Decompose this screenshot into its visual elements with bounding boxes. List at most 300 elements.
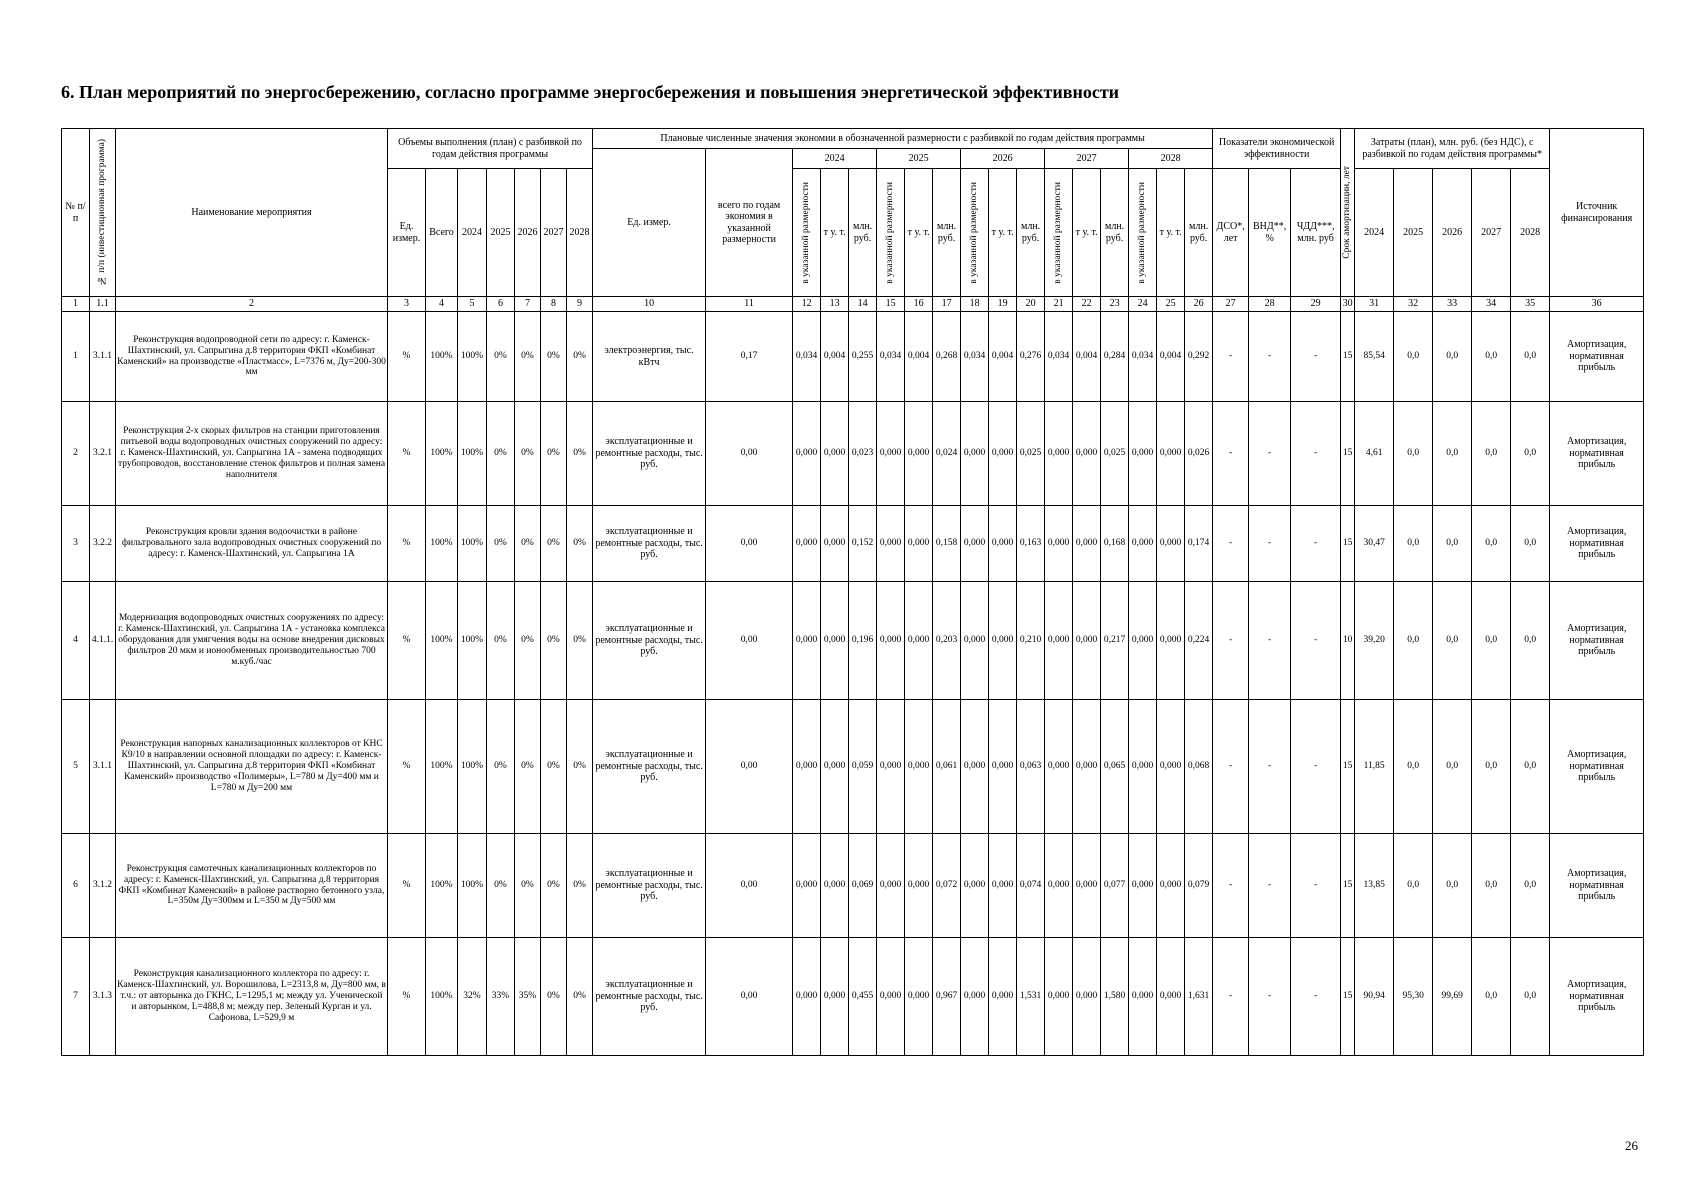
row-dso: - [1213, 834, 1249, 938]
row-savings-value: 0,034 [1129, 312, 1157, 402]
row-savings-value: 0,217 [1101, 582, 1129, 700]
header-cost-year: 2028 [1511, 169, 1550, 297]
column-index: 2 [116, 297, 388, 312]
row-total: 100% [426, 582, 458, 700]
row-unit: % [388, 938, 426, 1056]
row-savings-value: 0,074 [1017, 834, 1045, 938]
row-cost: 0,0 [1394, 700, 1433, 834]
row-cost: 85,54 [1355, 312, 1394, 402]
row-savings-value: 0,025 [1017, 402, 1045, 506]
header-volumes-group: Объемы выполнения (план) с разбивкой по годам действия программы [388, 129, 593, 169]
column-index: 9 [567, 297, 593, 312]
row-code: 3.1.1 [90, 700, 116, 834]
row-savings-value: 0,000 [793, 506, 821, 582]
row-savings-value: 0,004 [821, 312, 849, 402]
column-index: 14 [849, 297, 877, 312]
row-cost: 0,0 [1472, 312, 1511, 402]
row-savings-unit: эксплуатационные и ремонтные расходы, тыс. руб. [593, 834, 706, 938]
row-savings-value: 0,034 [793, 312, 821, 402]
row-savings-value: 0,000 [1157, 938, 1185, 1056]
row-volume: 0% [541, 700, 567, 834]
column-index: 11 [706, 297, 793, 312]
column-index: 24 [1129, 297, 1157, 312]
row-dso: - [1213, 506, 1249, 582]
row-savings-total: 0,00 [706, 402, 793, 506]
row-vnd: - [1249, 938, 1291, 1056]
row-chdd: - [1291, 834, 1341, 938]
row-cost: 30,47 [1355, 506, 1394, 582]
row-savings-value: 0,000 [1045, 700, 1073, 834]
row-savings-total: 0,00 [706, 700, 793, 834]
column-index: 28 [1249, 297, 1291, 312]
row-savings-value: 0,000 [821, 506, 849, 582]
row-cost: 0,0 [1433, 582, 1472, 700]
row-chdd: - [1291, 582, 1341, 700]
row-savings-value: 0,004 [905, 312, 933, 402]
column-index: 16 [905, 297, 933, 312]
column-index: 20 [1017, 297, 1045, 312]
row-vnd: - [1249, 506, 1291, 582]
row-volume: 0% [541, 402, 567, 506]
row-savings-value: 0,210 [1017, 582, 1045, 700]
row-volume: 0% [567, 506, 593, 582]
row-unit: % [388, 506, 426, 582]
row-amort: 15 [1341, 834, 1355, 938]
row-savings-value: 0,000 [821, 938, 849, 1056]
row-savings-value: 0,072 [933, 834, 961, 938]
row-savings-total: 0,17 [706, 312, 793, 402]
row-source: Амортизация, нормативная прибыль [1550, 402, 1644, 506]
page-number: 26 [1625, 1138, 1638, 1153]
column-index: 3 [388, 297, 426, 312]
row-volume: 0% [487, 312, 515, 402]
row-cost: 0,0 [1433, 834, 1472, 938]
row-volume: 0% [515, 402, 541, 506]
row-savings-total: 0,00 [706, 938, 793, 1056]
row-savings-value: 1,631 [1185, 938, 1213, 1056]
row-cost: 0,0 [1433, 506, 1472, 582]
row-savings-value: 0,000 [961, 402, 989, 506]
row-savings-value: 0,000 [1157, 834, 1185, 938]
row-savings-value: 0,026 [1185, 402, 1213, 506]
column-index: 31 [1355, 297, 1394, 312]
row-name: Реконструкция самотечных канализационных коллекторов по адресу: г. Каменск-Шахтинский, ул. Сапрыгина д.8 территория ФКП «Комбинат Каменский» в районе растворно бетонного узла, L=350м Ду=300мм и L=350 м Ду=500 мм [116, 834, 388, 938]
header-savings-year: 2026 [961, 149, 1045, 169]
row-savings-value: 0,224 [1185, 582, 1213, 700]
row-savings-value: 0,034 [961, 312, 989, 402]
table-row [62, 700, 1644, 834]
table-row [62, 312, 1644, 402]
column-index: 15 [877, 297, 905, 312]
row-savings-value: 0,000 [821, 582, 849, 700]
header-sub-mln: млн. руб. [1101, 169, 1129, 297]
row-cost: 0,0 [1511, 834, 1550, 938]
row-savings-value: 0,000 [961, 582, 989, 700]
row-code: 3.2.2 [90, 506, 116, 582]
row-savings-value: 0,000 [1157, 402, 1185, 506]
column-index: 33 [1433, 297, 1472, 312]
row-cost: 0,0 [1472, 402, 1511, 506]
header-cost-year: 2024 [1355, 169, 1394, 297]
row-savings-value: 0,168 [1101, 506, 1129, 582]
row-vnd: - [1249, 582, 1291, 700]
column-index: 8 [541, 297, 567, 312]
row-savings-value: 0,000 [961, 938, 989, 1056]
row-savings-value: 0,203 [933, 582, 961, 700]
row-savings-value: 0,000 [1129, 402, 1157, 506]
row-savings-value: 0,065 [1101, 700, 1129, 834]
header-cost-year: 2025 [1394, 169, 1433, 297]
row-cost: 39,20 [1355, 582, 1394, 700]
row-dso: - [1213, 312, 1249, 402]
column-index: 23 [1101, 297, 1129, 312]
row-name: Модернизация водопроводных очистных сооружениях по адресу: г. Каменск-Шахтинский, ул. Сапрыгина 1А - установка комплекса оборудования для умягчения воды на основе внедрения дисковых фильтров 20 мкм и ионообменных производительностью 700 м.куб./час [116, 582, 388, 700]
row-savings-unit: эксплуатационные и ремонтные расходы, тыс. руб. [593, 938, 706, 1056]
row-volume: 100% [458, 834, 487, 938]
row-savings-value: 0,000 [1129, 938, 1157, 1056]
row-chdd: - [1291, 402, 1341, 506]
row-volume: 0% [567, 938, 593, 1056]
energy-saving-plan-table [61, 128, 1644, 1056]
row-savings-value: 0,000 [1045, 834, 1073, 938]
row-volume: 0% [541, 834, 567, 938]
row-dso: - [1213, 700, 1249, 834]
row-savings-value: 0,000 [793, 834, 821, 938]
header-sub-dimension: в указанной размерности [961, 169, 989, 297]
row-savings-value: 0,152 [849, 506, 877, 582]
row-cost: 0,0 [1433, 402, 1472, 506]
row-unit: % [388, 834, 426, 938]
column-index: 32 [1394, 297, 1433, 312]
row-cost: 0,0 [1511, 506, 1550, 582]
header-sub-mln: млн. руб. [849, 169, 877, 297]
row-savings-value: 0,000 [989, 700, 1017, 834]
row-savings-value: 0,000 [1045, 582, 1073, 700]
row-volume: 0% [541, 506, 567, 582]
row-name: Реконструкция кровли здания водоочистки в районе фильтровального зала водопроводных очистных сооружений по адресу: г. Каменск-Шахтинский, ул. Сапрыгина 1А [116, 506, 388, 582]
row-savings-value: 1,580 [1101, 938, 1129, 1056]
row-name: Реконструкция 2-х скорых фильтров на станции приготовления питьевой воды водопроводных очистных сооружений по адресу: г. Каменск-Шахтинский, ул. Сапрыгина 1А - замена подводящих трубопроводов, восстановление стенок фильтров и полная замена наполнителя [116, 402, 388, 506]
row-savings-value: 0,000 [1073, 582, 1101, 700]
row-savings-value: 0,000 [793, 700, 821, 834]
header-savings-year: 2028 [1129, 149, 1213, 169]
row-savings-value: 0,000 [905, 402, 933, 506]
column-index: 30 [1341, 297, 1355, 312]
row-savings-value: 0,000 [961, 700, 989, 834]
row-source: Амортизация, нормативная прибыль [1550, 938, 1644, 1056]
header-sub-dimension: в указанной размерности [793, 169, 821, 297]
header-total: Всего [426, 169, 458, 297]
row-savings-value: 0,000 [905, 938, 933, 1056]
row-savings-value: 0,000 [905, 582, 933, 700]
header-vol-year: 2025 [487, 169, 515, 297]
row-source: Амортизация, нормативная прибыль [1550, 834, 1644, 938]
row-code: 4.1.1. [90, 582, 116, 700]
row-savings-value: 0,000 [877, 506, 905, 582]
row-volume: 0% [541, 938, 567, 1056]
row-number: 3 [62, 506, 90, 582]
row-volume: 0% [515, 506, 541, 582]
row-code: 3.2.1 [90, 402, 116, 506]
header-vol-year: 2026 [515, 169, 541, 297]
column-index: 7 [515, 297, 541, 312]
column-index: 27 [1213, 297, 1249, 312]
row-name: Реконструкция канализационного коллектора по адресу: г. Каменск-Шахтинский, ул. Ворошилова, L=2313,8 м, Ду=800 мм, в т.ч.: от авторынка до ГКНС, L=1295,1 м; между ул. Ученической и авторынком, L=488,8 м; между пер. Зеленый Курган и ул. Сафонова, L=529,9 м [116, 938, 388, 1056]
row-savings-unit: эксплуатационные и ремонтные расходы, тыс. руб. [593, 506, 706, 582]
row-code: 3.1.1 [90, 312, 116, 402]
row-cost: 0,0 [1511, 582, 1550, 700]
header-cost-year: 2027 [1472, 169, 1511, 297]
row-cost: 0,0 [1511, 312, 1550, 402]
row-volume: 100% [458, 582, 487, 700]
header-np: № п/п [62, 129, 90, 297]
column-index: 26 [1185, 297, 1213, 312]
row-savings-value: 0,000 [905, 506, 933, 582]
row-savings-value: 0,163 [1017, 506, 1045, 582]
row-savings-value: 0,000 [1045, 938, 1073, 1056]
row-cost: 0,0 [1394, 312, 1433, 402]
row-volume: 35% [515, 938, 541, 1056]
row-savings-value: 0,455 [849, 938, 877, 1056]
row-savings-value: 0,000 [1157, 700, 1185, 834]
row-savings-value: 0,000 [961, 506, 989, 582]
row-number: 6 [62, 834, 90, 938]
header-sub-mln: млн. руб. [1017, 169, 1045, 297]
header-unit: Ед. измер. [388, 169, 426, 297]
row-amort: 15 [1341, 402, 1355, 506]
row-cost: 4,61 [1355, 402, 1394, 506]
row-dso: - [1213, 582, 1249, 700]
row-cost: 0,0 [1394, 582, 1433, 700]
column-index: 5 [458, 297, 487, 312]
header-costs-group: Затраты (план), млн. руб. (без НДС), с разбивкой по годам действия программы* [1355, 129, 1550, 169]
row-savings-value: 0,967 [933, 938, 961, 1056]
row-amort: 15 [1341, 938, 1355, 1056]
row-savings-value: 0,000 [1045, 402, 1073, 506]
row-volume: 0% [487, 506, 515, 582]
column-index: 25 [1157, 297, 1185, 312]
row-cost: 13,85 [1355, 834, 1394, 938]
row-savings-value: 0,000 [1073, 834, 1101, 938]
row-volume: 0% [487, 834, 515, 938]
row-cost: 0,0 [1394, 506, 1433, 582]
header-sub-tut: т у. т. [989, 169, 1017, 297]
header-sub-tut: т у. т. [905, 169, 933, 297]
row-savings-value: 0,000 [793, 582, 821, 700]
row-name: Реконструкция напорных канализационных коллекторов от КНС К9/10 в направлении основной площадки по адресу: г. Каменск-Шахтинский, ул. Сапрыгина д.8 территория ФКП «Комбинат Каменский» производство «Полимеры», L=780 м Ду=400 мм и L=780 м Ду=200 мм [116, 700, 388, 834]
header-vol-year: 2024 [458, 169, 487, 297]
row-savings-value: 0,000 [793, 938, 821, 1056]
row-volume: 100% [458, 506, 487, 582]
row-amort: 15 [1341, 700, 1355, 834]
table-row [62, 402, 1644, 506]
row-cost: 0,0 [1511, 700, 1550, 834]
row-number: 4 [62, 582, 90, 700]
column-index: 21 [1045, 297, 1073, 312]
row-total: 100% [426, 700, 458, 834]
row-savings-total: 0,00 [706, 834, 793, 938]
header-sub-dimension: в указанной размерности [1045, 169, 1073, 297]
row-savings-value: 0,068 [1185, 700, 1213, 834]
header-econ-group: Показатели экономической эффективности [1213, 129, 1341, 169]
header-np-invest: № п/п (инвестиционная программа) [90, 129, 116, 297]
row-savings-value: 0,000 [989, 582, 1017, 700]
header-amort: Срок амортизации, лет [1341, 129, 1355, 297]
row-volume: 100% [458, 700, 487, 834]
header-savings-group: Плановые численные значения экономии в обозначенной размерности с разбивкой по годам действия программы [593, 129, 1213, 149]
row-volume: 0% [487, 402, 515, 506]
row-dso: - [1213, 402, 1249, 506]
row-savings-value: 0,077 [1101, 834, 1129, 938]
row-vnd: - [1249, 312, 1291, 402]
row-savings-value: 0,000 [1129, 582, 1157, 700]
header-sub-tut: т у. т. [821, 169, 849, 297]
column-index: 34 [1472, 297, 1511, 312]
row-total: 100% [426, 834, 458, 938]
row-cost: 95,30 [1394, 938, 1433, 1056]
row-cost: 0,0 [1472, 938, 1511, 1056]
table-row [62, 582, 1644, 700]
row-savings-value: 0,061 [933, 700, 961, 834]
header-vol-year: 2028 [567, 169, 593, 297]
row-savings-value: 0,000 [1129, 506, 1157, 582]
row-volume: 0% [567, 312, 593, 402]
row-savings-value: 0,000 [793, 402, 821, 506]
row-savings-value: 0,255 [849, 312, 877, 402]
column-index: 1.1 [90, 297, 116, 312]
row-number: 5 [62, 700, 90, 834]
row-number: 1 [62, 312, 90, 402]
row-cost: 0,0 [1511, 402, 1550, 506]
row-savings-total: 0,00 [706, 582, 793, 700]
row-cost: 0,0 [1472, 506, 1511, 582]
row-savings-value: 0,000 [821, 700, 849, 834]
row-savings-value: 0,000 [989, 938, 1017, 1056]
column-index: 18 [961, 297, 989, 312]
row-cost: 11,85 [1355, 700, 1394, 834]
row-source: Амортизация, нормативная прибыль [1550, 700, 1644, 834]
column-index: 10 [593, 297, 706, 312]
row-total: 100% [426, 938, 458, 1056]
row-savings-value: 0,196 [849, 582, 877, 700]
header-sub-mln: млн. руб. [1185, 169, 1213, 297]
row-chdd: - [1291, 312, 1341, 402]
column-index: 35 [1511, 297, 1550, 312]
header-cost-year: 2026 [1433, 169, 1472, 297]
row-chdd: - [1291, 506, 1341, 582]
header-vnd: ВНД**, % [1249, 169, 1291, 297]
row-savings-value: 0,000 [961, 834, 989, 938]
row-amort: 15 [1341, 506, 1355, 582]
row-source: Амортизация, нормативная прибыль [1550, 312, 1644, 402]
row-savings-value: 0,000 [905, 700, 933, 834]
row-vnd: - [1249, 402, 1291, 506]
row-volume: 32% [458, 938, 487, 1056]
header-savings-year: 2024 [793, 149, 877, 169]
column-index: 12 [793, 297, 821, 312]
row-savings-value: 0,000 [1073, 938, 1101, 1056]
row-savings-value: 0,174 [1185, 506, 1213, 582]
row-savings-value: 0,000 [905, 834, 933, 938]
row-volume: 0% [567, 700, 593, 834]
row-code: 3.1.2 [90, 834, 116, 938]
row-dso: - [1213, 938, 1249, 1056]
row-cost: 99,69 [1433, 938, 1472, 1056]
row-savings-value: 0,268 [933, 312, 961, 402]
table-row [62, 506, 1644, 582]
column-index: 13 [821, 297, 849, 312]
row-savings-value: 0,000 [1073, 402, 1101, 506]
row-savings-value: 0,158 [933, 506, 961, 582]
row-savings-total: 0,00 [706, 506, 793, 582]
row-cost: 0,0 [1472, 582, 1511, 700]
row-amort: 10 [1341, 582, 1355, 700]
row-savings-value: 0,000 [821, 834, 849, 938]
row-savings-value: 0,000 [1157, 506, 1185, 582]
row-savings-value: 1,531 [1017, 938, 1045, 1056]
row-vnd: - [1249, 834, 1291, 938]
row-savings-value: 0,079 [1185, 834, 1213, 938]
row-savings-value: 0,000 [1045, 506, 1073, 582]
row-savings-value: 0,000 [821, 402, 849, 506]
header-chdd: ЧДД***, млн. руб [1291, 169, 1341, 297]
row-volume: 0% [487, 700, 515, 834]
header-sub-dimension: в указанной размерности [1129, 169, 1157, 297]
header-sub-tut: т у. т. [1073, 169, 1101, 297]
row-savings-unit: эксплуатационные и ремонтные расходы, тыс. руб. [593, 700, 706, 834]
row-savings-value: 0,025 [1101, 402, 1129, 506]
header-dso: ДСО*, лет [1213, 169, 1249, 297]
row-number: 2 [62, 402, 90, 506]
row-volume: 0% [567, 402, 593, 506]
row-savings-value: 0,284 [1101, 312, 1129, 402]
column-index: 4 [426, 297, 458, 312]
row-cost: 0,0 [1472, 834, 1511, 938]
row-savings-value: 0,000 [989, 834, 1017, 938]
header-name: Наименование мероприятия [116, 129, 388, 297]
header-savings-total: всего по годам экономия в указанной размерности [706, 149, 793, 297]
row-volume: 33% [487, 938, 515, 1056]
row-savings-value: 0,000 [1073, 700, 1101, 834]
row-savings-value: 0,000 [989, 402, 1017, 506]
row-volume: 100% [458, 402, 487, 506]
row-savings-value: 0,000 [1157, 582, 1185, 700]
row-cost: 0,0 [1433, 700, 1472, 834]
table-row [62, 938, 1644, 1056]
row-volume: 0% [515, 700, 541, 834]
row-total: 100% [426, 312, 458, 402]
row-savings-value: 0,000 [877, 700, 905, 834]
row-savings-value: 0,000 [877, 834, 905, 938]
column-index: 17 [933, 297, 961, 312]
row-savings-unit: эксплуатационные и ремонтные расходы, тыс. руб. [593, 582, 706, 700]
column-index: 29 [1291, 297, 1341, 312]
row-cost: 90,94 [1355, 938, 1394, 1056]
row-volume: 0% [567, 582, 593, 700]
row-volume: 0% [515, 312, 541, 402]
row-savings-value: 0,063 [1017, 700, 1045, 834]
row-unit: % [388, 402, 426, 506]
row-savings-unit: электроэнергия, тыс. кВтч [593, 312, 706, 402]
row-source: Амортизация, нормативная прибыль [1550, 582, 1644, 700]
row-savings-value: 0,000 [877, 402, 905, 506]
row-savings-value: 0,024 [933, 402, 961, 506]
row-savings-value: 0,276 [1017, 312, 1045, 402]
row-savings-value: 0,000 [877, 582, 905, 700]
row-volume: 100% [458, 312, 487, 402]
row-savings-value: 0,000 [877, 938, 905, 1056]
row-cost: 0,0 [1511, 938, 1550, 1056]
